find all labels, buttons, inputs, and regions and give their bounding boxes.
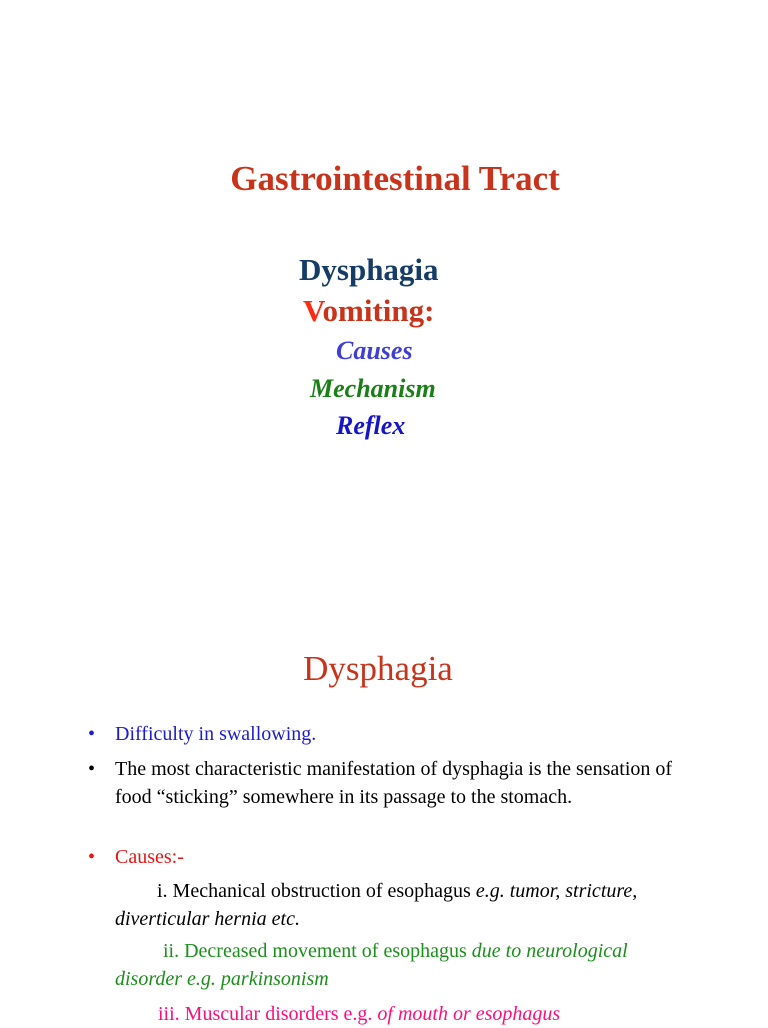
slide1-title: Gastrointestinal Tract [230,159,560,198]
cause-example-text: due to neurological disorder e.g. parkinsonism [115,940,628,990]
bullet-difficulty-swallowing: Difficulty in swallowing. [115,723,317,745]
slide2-title: Dysphagia [303,649,453,688]
cause-example-text: e.g. tumor, stricture, diverticular hernia etc. [115,880,638,930]
subtopic-mechanism: Mechanism [310,374,436,403]
bullet-dot: • [88,846,96,868]
topic-dysphagia: Dysphagia [299,252,439,287]
bullet-dot: • [88,723,96,745]
bullet-dot: • [88,758,96,780]
topic-vomiting-rest: omiting: [322,293,435,328]
cause-mechanical-obstruction [115,877,675,933]
topic-vomiting-first-letter: V [303,293,323,328]
bullet-causes: Causes:- [115,846,184,868]
subtopic-reflex: Reflex [336,411,406,440]
cause-decreased-movement [115,937,675,993]
cause-example-text: of mouth or esophagus [377,1003,561,1025]
topic-vomiting [303,293,434,329]
bullet-characteristic-manifestation: The most characteristic manifestation of dysphagia is the sensation of food “sticking” somewhere in its passage to the stomach. [115,758,673,808]
cause-plain-text: iii. Muscular disorders e.g. [158,1003,378,1025]
cause-plain-text: ii. Decreased movement of esophagus [163,940,472,962]
subtopic-causes: Causes [336,336,413,365]
cause-plain-text: i. Mechanical obstruction of esophagus [157,880,476,902]
